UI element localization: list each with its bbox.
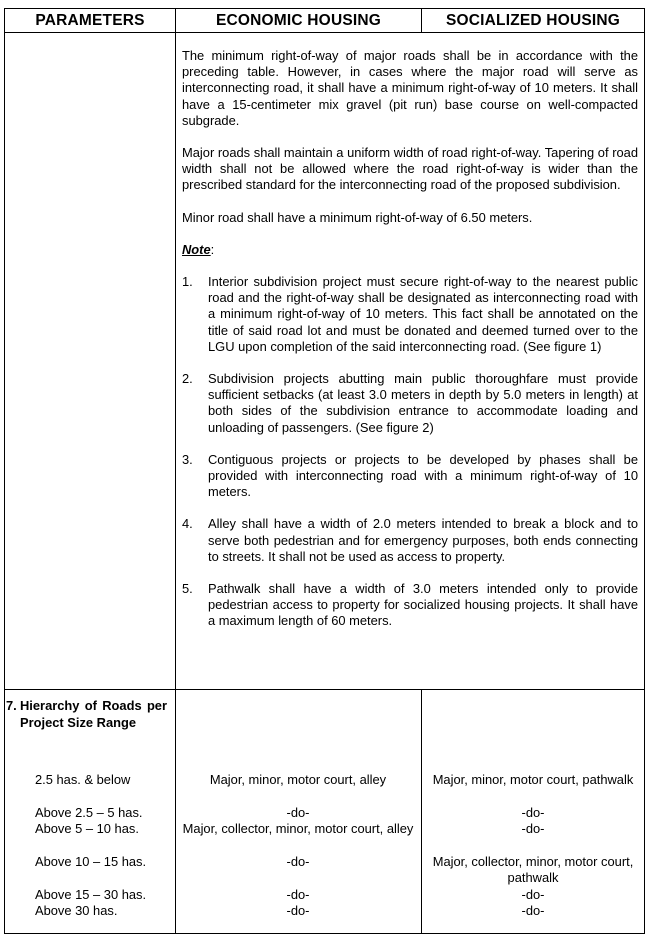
row7-housing-divider	[421, 689, 422, 933]
economic-roads: Major, collector, minor, motor court, alley	[182, 821, 414, 836]
socialized-roads: Major, collector, minor, motor court, pathwalk	[432, 854, 634, 886]
socialized-roads: -do-	[521, 821, 545, 836]
range-label: 2.5 has. & below	[35, 772, 131, 787]
note-item	[182, 452, 638, 501]
note-text: Subdivision projects abutting main public thoroughfare must provide sufficient setbacks (at least 3.0 meters in depth by 5.0 meters in length) at both sides of the subdivision entrance to accommodate loading and unloading of passengers. (See figure 2)	[208, 371, 638, 435]
paragraph-minor-road: Minor road shall have a minimum right-of-way of 6.50 meters.	[182, 209, 533, 225]
note-item	[182, 371, 638, 436]
economic-roads: Major, minor, motor court, alley	[209, 772, 387, 787]
note-item	[182, 581, 638, 630]
header-economic-housing: ECONOMIC HOUSING	[215, 12, 382, 29]
header-bottom-rule	[5, 32, 644, 33]
socialized-roads: -do-	[521, 887, 545, 902]
parameters-column-rule	[175, 9, 176, 933]
note-item	[182, 516, 638, 565]
economic-roads: -do-	[286, 903, 310, 918]
note-colon: :	[210, 241, 215, 257]
range-label: Above 5 – 10 has.	[35, 821, 139, 836]
socialized-roads: Major, minor, motor court, pathwalk	[432, 772, 634, 787]
header-socialized-housing: SOCIALIZED HOUSING	[445, 12, 621, 29]
note-heading	[182, 242, 638, 258]
road-requirements-text	[182, 48, 638, 646]
note-number: 3.	[182, 451, 193, 467]
row7-top-rule	[5, 689, 644, 690]
note-number: 1.	[182, 274, 193, 290]
socialized-roads: -do-	[521, 903, 545, 918]
economic-roads: -do-	[286, 887, 310, 902]
notes-list	[182, 274, 638, 630]
note-text: Interior subdivision project must secure right-of-way to the nearest public road and the right-of-way shall be designated as interconnecting road with a minimum right-of-way of 10 meters. This fact shall be annotated on the title of said road lot and must be donated and deemed turned over to the LGU upon completion of the said interconnecting road. (See figure 1)	[208, 274, 638, 354]
note-text: Pathwalk shall have a width of 3.0 meters intended only to provide pedestrian access to property for socialized housing projects. It shall have a maximum length of 60 meters.	[208, 581, 638, 629]
row7-number: 7.	[6, 698, 17, 713]
header-parameters: PARAMETERS	[35, 12, 145, 29]
note-text: Contiguous projects or projects to be developed by phases shall be provided with interconnecting road with a minimum right-of-way of 10 meters.	[208, 451, 638, 500]
note-item	[182, 274, 638, 355]
paragraph-major-road-row: The minimum right-of-way of major roads shall be in accordance with the preceding table. However, in cases where the major road will serve as interconnecting road, it shall have a minimum right-of-way of 10 meters. It shall have a 15-centimeter mix gravel (pit run) base course on well-compacted subgrade.	[182, 48, 638, 128]
note-text: Alley shall have a width of 2.0 meters intended to break a block and to serve both pedestrian and for emergency purposes, both ends connecting to streets. It shall not be used as access to property.	[208, 516, 638, 564]
socialized-roads: -do-	[521, 805, 545, 820]
paragraph-uniform-width: Major roads shall maintain a uniform width of road right-of-way. Tapering of road width shall not be allowed where the road right-of-way is wider than the prescribed standard for the interconnecting road of the proposed subdivision.	[182, 145, 638, 193]
economic-roads: -do-	[286, 854, 310, 869]
economic-roads: -do-	[286, 805, 310, 820]
note-number: 2.	[182, 371, 193, 387]
range-label: Above 30 has.	[35, 903, 118, 918]
note-number: 5.	[182, 581, 193, 597]
row7-parameter-heading	[6, 698, 167, 731]
range-label: Above 10 – 15 has.	[35, 854, 147, 869]
row7-title: Hierarchy of Roads per Project Size Range	[20, 698, 167, 730]
note-title: Note	[182, 241, 211, 257]
range-label: Above 2.5 – 5 has.	[35, 805, 143, 820]
note-number: 4.	[182, 516, 193, 532]
range-label: Above 15 – 30 has.	[35, 887, 147, 902]
